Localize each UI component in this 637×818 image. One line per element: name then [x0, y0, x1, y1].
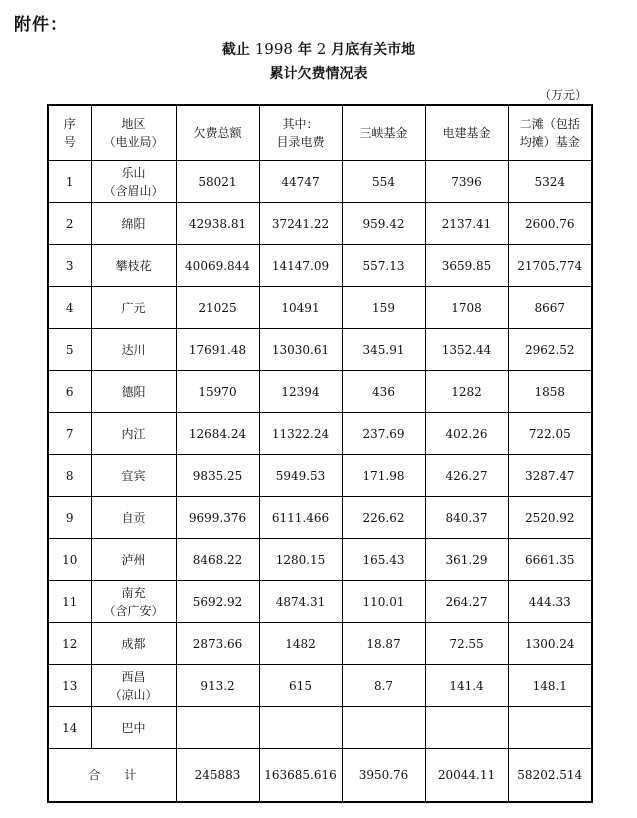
- row-sanxia: 18.87: [342, 623, 425, 665]
- row-sanxia: 171.98: [342, 455, 425, 497]
- table-row: [48, 245, 592, 287]
- row-region-note: （含眉山）: [103, 183, 164, 198]
- row-catalog: 37241.22: [259, 203, 342, 245]
- total-catalog: 163685.616: [259, 749, 342, 803]
- row-total: 9835.25: [176, 455, 259, 497]
- unit-label: （万元）: [538, 88, 587, 102]
- row-catalog: 13030.61: [259, 329, 342, 371]
- table-row: [48, 329, 592, 371]
- title-line-2: 累计欠费情况表: [269, 66, 368, 82]
- row-region: [91, 539, 176, 581]
- row-sanxia: 237.69: [342, 413, 425, 455]
- title-line-1: [0, 39, 637, 59]
- title-year-unit: 年: [297, 42, 312, 58]
- row-total: 8468.22: [176, 539, 259, 581]
- row-region: [91, 413, 176, 455]
- row-total: 913.2: [176, 665, 259, 707]
- row-no: 9: [48, 497, 91, 539]
- row-no: 7: [48, 413, 91, 455]
- row-dianjian: 141.4: [425, 665, 508, 707]
- row-ertan: 2520.92: [508, 497, 592, 539]
- table-row: [48, 581, 592, 623]
- row-region-name: 内江: [121, 426, 146, 441]
- row-sanxia: 159: [342, 287, 425, 329]
- total-row: [48, 749, 592, 803]
- row-region: [91, 581, 176, 623]
- row-sanxia: 8.7: [342, 665, 425, 707]
- row-total: 58021: [176, 161, 259, 203]
- row-catalog: 5949.53: [259, 455, 342, 497]
- row-dianjian: 1708: [425, 287, 508, 329]
- row-ertan: 3287.47: [508, 455, 592, 497]
- row-region-name: 西昌: [121, 669, 146, 684]
- table-row: [48, 413, 592, 455]
- row-total: 2873.66: [176, 623, 259, 665]
- row-total: 40069.844: [176, 245, 259, 287]
- row-region-name: 巴中: [121, 720, 146, 735]
- total-ertan: 58202.514: [508, 749, 592, 803]
- row-region-name: 泸州: [121, 552, 146, 567]
- row-catalog: 615: [259, 665, 342, 707]
- row-total: [176, 707, 259, 749]
- total-label: 合 计: [48, 749, 176, 803]
- row-sanxia: 959.42: [342, 203, 425, 245]
- row-ertan: 444.33: [508, 581, 592, 623]
- title-suffix: 月底有关市地: [331, 42, 416, 58]
- header-total: 欠费总额: [176, 105, 259, 161]
- header-ertan: 二滩（包括 均摊）基金: [508, 105, 592, 161]
- table-row: [48, 497, 592, 539]
- row-region-name: 宜宾: [121, 468, 146, 483]
- row-total: 5692.92: [176, 581, 259, 623]
- header-no: 序 号: [48, 105, 91, 161]
- row-sanxia: [342, 707, 425, 749]
- row-no: 3: [48, 245, 91, 287]
- row-no: 11: [48, 581, 91, 623]
- row-region: [91, 623, 176, 665]
- row-total: 15970: [176, 371, 259, 413]
- row-no: 1: [48, 161, 91, 203]
- title-year: 1998: [254, 40, 293, 58]
- row-region-name: 自贡: [121, 510, 146, 525]
- table-row: [48, 203, 592, 245]
- row-sanxia: 165.43: [342, 539, 425, 581]
- header-catalog: 其中： 目录电费: [259, 105, 342, 161]
- row-ertan: 2600.76: [508, 203, 592, 245]
- arrears-table: [47, 104, 593, 803]
- total-dianjian: 20044.11: [425, 749, 508, 803]
- row-sanxia: 554: [342, 161, 425, 203]
- row-dianjian: 7396: [425, 161, 508, 203]
- row-sanxia: 557.13: [342, 245, 425, 287]
- row-region: [91, 665, 176, 707]
- row-ertan: 21705.774: [508, 245, 592, 287]
- row-no: 8: [48, 455, 91, 497]
- row-catalog: 11322.24: [259, 413, 342, 455]
- row-total: 21025: [176, 287, 259, 329]
- row-sanxia: 226.62: [342, 497, 425, 539]
- row-no: 12: [48, 623, 91, 665]
- row-no: 5: [48, 329, 91, 371]
- title-prefix: 截止: [221, 42, 250, 58]
- row-region: [91, 497, 176, 539]
- table-row: [48, 161, 592, 203]
- row-dianjian: 361.29: [425, 539, 508, 581]
- row-ertan: [508, 707, 592, 749]
- row-no: 13: [48, 665, 91, 707]
- row-region: [91, 161, 176, 203]
- table-row: [48, 539, 592, 581]
- row-catalog: 12394: [259, 371, 342, 413]
- header-region: 地区 （电业局）: [91, 105, 176, 161]
- row-catalog: [259, 707, 342, 749]
- row-region-note: （凉山）: [109, 687, 158, 702]
- row-ertan: 722.05: [508, 413, 592, 455]
- row-no: 6: [48, 371, 91, 413]
- row-dianjian: [425, 707, 508, 749]
- row-no: 2: [48, 203, 91, 245]
- row-region: [91, 455, 176, 497]
- row-total: 9699.376: [176, 497, 259, 539]
- row-region: [91, 203, 176, 245]
- row-region: [91, 371, 176, 413]
- row-region-name: 南充: [121, 585, 146, 600]
- row-catalog: 1482: [259, 623, 342, 665]
- header-row: [48, 105, 592, 161]
- row-region: [91, 287, 176, 329]
- row-region-name: 攀枝花: [115, 258, 152, 273]
- row-catalog: 1280.15: [259, 539, 342, 581]
- row-dianjian: 264.27: [425, 581, 508, 623]
- total-total: 245883: [176, 749, 259, 803]
- row-ertan: 1300.24: [508, 623, 592, 665]
- row-ertan: 6661.35: [508, 539, 592, 581]
- row-catalog: 44747: [259, 161, 342, 203]
- table-row: [48, 707, 592, 749]
- row-dianjian: 426.27: [425, 455, 508, 497]
- total-sanxia: 3950.76: [342, 749, 425, 803]
- row-sanxia: 436: [342, 371, 425, 413]
- table-row: [48, 665, 592, 707]
- row-region-name: 乐山: [121, 165, 146, 180]
- row-no: 10: [48, 539, 91, 581]
- row-dianjian: 2137.41: [425, 203, 508, 245]
- row-catalog: 10491: [259, 287, 342, 329]
- header-dianjian: 电建基金: [425, 105, 508, 161]
- row-region-note: （含广安）: [103, 603, 164, 618]
- row-ertan: 5324: [508, 161, 592, 203]
- row-dianjian: 840.37: [425, 497, 508, 539]
- row-dianjian: 402.26: [425, 413, 508, 455]
- row-catalog: 6111.466: [259, 497, 342, 539]
- row-no: 14: [48, 707, 91, 749]
- title-month: 2: [316, 40, 327, 58]
- row-region-name: 德阳: [121, 384, 146, 399]
- row-total: 12684.24: [176, 413, 259, 455]
- row-ertan: 1858: [508, 371, 592, 413]
- row-catalog: 4874.31: [259, 581, 342, 623]
- row-region-name: 达川: [121, 342, 146, 357]
- row-region-name: 绵阳: [121, 216, 146, 231]
- row-sanxia: 345.91: [342, 329, 425, 371]
- row-ertan: 2962.52: [508, 329, 592, 371]
- row-total: 17691.48: [176, 329, 259, 371]
- row-region-name: 成都: [121, 636, 146, 651]
- row-region-name: 广元: [121, 300, 146, 315]
- attachment-label: 附件：: [14, 15, 68, 35]
- table-row: [48, 371, 592, 413]
- row-total: 42938.81: [176, 203, 259, 245]
- row-ertan: 148.1: [508, 665, 592, 707]
- row-region: [91, 707, 176, 749]
- table-row: [48, 455, 592, 497]
- row-no: 4: [48, 287, 91, 329]
- row-sanxia: 110.01: [342, 581, 425, 623]
- row-dianjian: 1352.44: [425, 329, 508, 371]
- table-body: [48, 161, 592, 749]
- header-sanxia: 三峡基金: [342, 105, 425, 161]
- row-dianjian: 3659.85: [425, 245, 508, 287]
- row-catalog: 14147.09: [259, 245, 342, 287]
- row-region: [91, 329, 176, 371]
- table-row: [48, 287, 592, 329]
- row-ertan: 8667: [508, 287, 592, 329]
- row-dianjian: 1282: [425, 371, 508, 413]
- table-row: [48, 623, 592, 665]
- row-dianjian: 72.55: [425, 623, 508, 665]
- row-region: [91, 245, 176, 287]
